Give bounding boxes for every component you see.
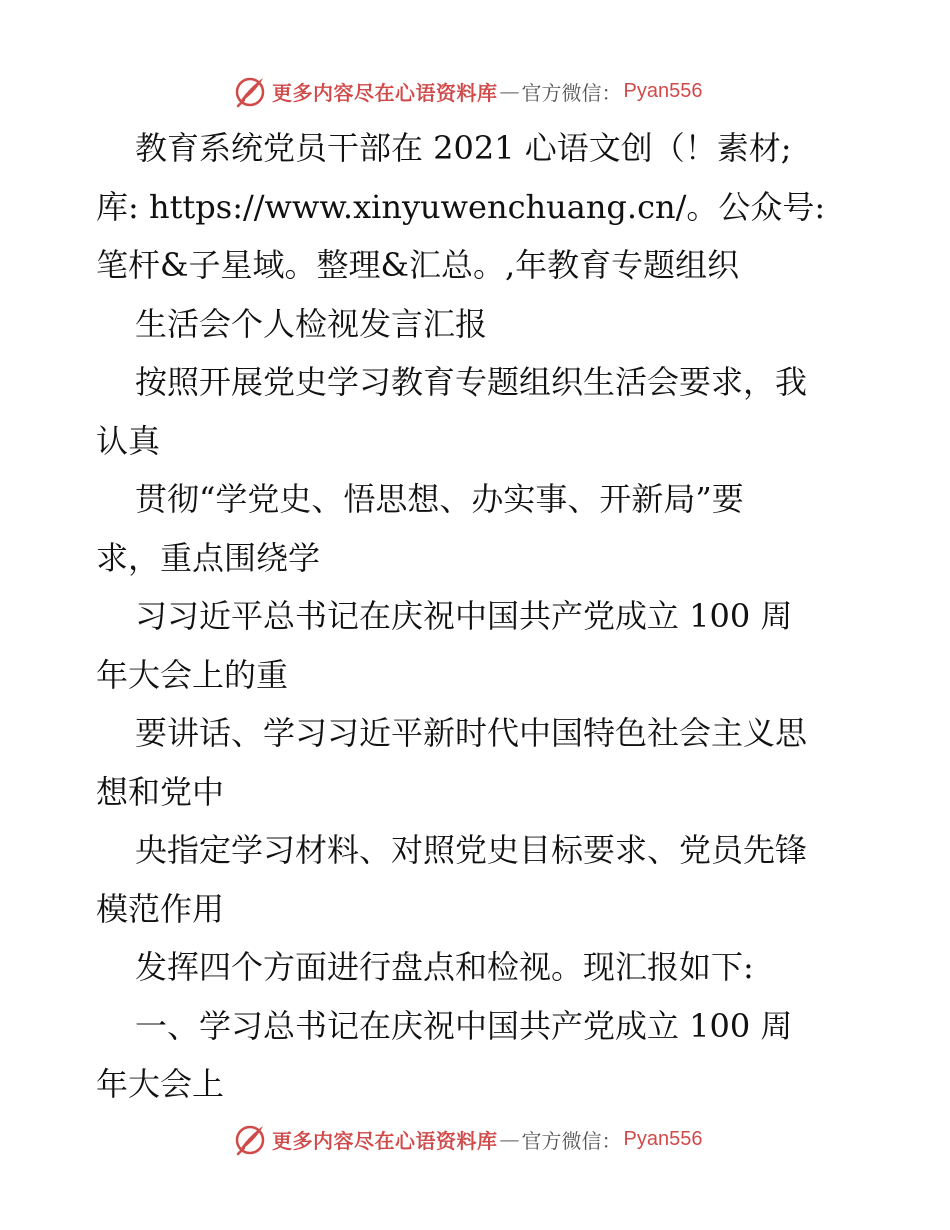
text-line: 要讲话、学习习近平新时代中国特色社会主义思 bbox=[135, 714, 808, 752]
watermark-label: 官方微信： bbox=[521, 80, 622, 105]
text-line: 教育系统党员干部在 2021 心语文创（！素材; bbox=[135, 129, 792, 167]
text-line: 按照开展党史学习教育专题组织生活会要求，我 bbox=[135, 363, 808, 401]
text-line: 年大会上的重 bbox=[96, 655, 289, 694]
text-line: 年大会上 bbox=[96, 1065, 225, 1103]
document-body bbox=[96, 119, 876, 1114]
text-line: 发挥四个方面进行盘点和检视。现汇报如下: bbox=[135, 948, 754, 986]
watermark-main-text: 更多内容尽在心语资料库 bbox=[272, 80, 498, 105]
watermark-wechat-id: Pyan556 bbox=[623, 1127, 703, 1150]
header-watermark bbox=[232, 71, 702, 111]
text-line: 生活会个人检视发言汇报 bbox=[135, 304, 488, 343]
text-line: 想和党中 bbox=[96, 772, 225, 811]
text-line: 习习近平总书记在庆祝中国共产党成立 100 周 bbox=[135, 597, 793, 635]
quill-logo-icon bbox=[232, 73, 268, 109]
watermark-main-text: 更多内容尽在心语资料库 bbox=[272, 1128, 498, 1153]
text-line: 认真 bbox=[96, 421, 161, 460]
watermark-separator: — bbox=[499, 1127, 520, 1151]
text-line: 一、学习总书记在庆祝中国共产党成立 100 周 bbox=[135, 1006, 793, 1045]
footer-watermark bbox=[232, 1119, 702, 1159]
text-line: 笔杆&子星域。整理&汇总。,年教育专题组织 bbox=[96, 246, 740, 284]
text-line: 贯彻“学党史、悟思想、办实事、开新局”要 bbox=[135, 480, 744, 518]
watermark-label: 官方微信： bbox=[521, 1128, 622, 1153]
text-line: 央指定学习材料、对照党史目标要求、党员先锋 bbox=[135, 831, 808, 869]
watermark-separator: — bbox=[499, 79, 520, 103]
text-line: 求，重点围绕学 bbox=[96, 538, 321, 577]
quill-logo-icon bbox=[232, 1121, 268, 1157]
watermark-wechat-id: Pyan556 bbox=[623, 79, 703, 102]
text-line: 库: https://www.xinyuwenchuang.cn/。公众号: bbox=[96, 187, 826, 226]
text-line: 模范作用 bbox=[96, 889, 225, 928]
